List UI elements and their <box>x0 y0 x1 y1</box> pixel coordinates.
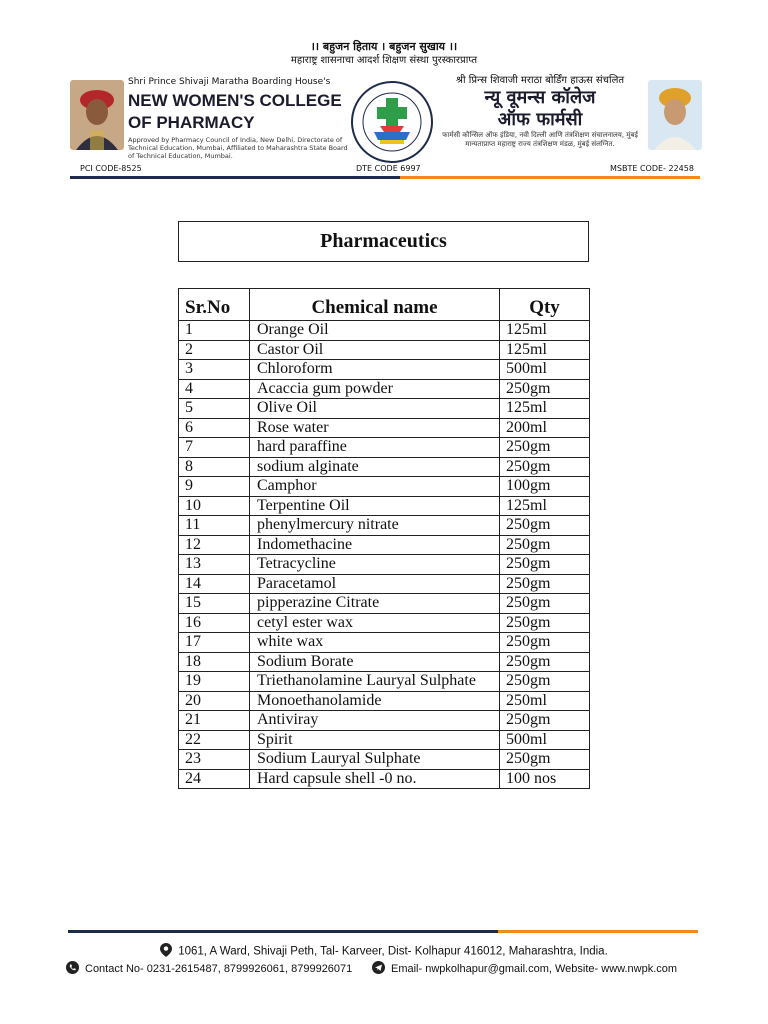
table-row <box>179 516 590 536</box>
chemical-name-cell: phenylmercury nitrate <box>250 516 500 536</box>
qty-cell: 250gm <box>500 535 590 555</box>
chemical-name-cell: Orange Oil <box>250 321 500 341</box>
table-row <box>179 672 590 692</box>
qty-cell: 250gm <box>500 574 590 594</box>
sr-no-cell: 15 <box>179 594 250 614</box>
table-row <box>179 360 590 380</box>
qty-cell: 100gm <box>500 477 590 497</box>
qty-cell: 125ml <box>500 496 590 516</box>
approval-text-en: Approved by Pharmacy Council of India, New Delhi, Directorate of Technical Education, Mumbai, Affiliated to Maharashtra State Board of Technical Education, Mumbai. <box>128 136 348 160</box>
table-row <box>179 652 590 672</box>
founder-portrait-left <box>70 80 124 150</box>
chemical-name-cell: Triethanolamine Lauryal Sulphate <box>250 672 500 692</box>
header-rule-navy <box>70 176 400 179</box>
qty-cell: 100 nos <box>500 769 590 789</box>
address-text: 1061, A Ward, Shivaji Peth, Tal- Karveer, Dist- Kolhapur 416012, Maharashtra, India. <box>178 945 608 958</box>
chemical-name-cell: Sodium Lauryal Sulphate <box>250 750 500 770</box>
qty-cell: 125ml <box>500 340 590 360</box>
chemical-name-cell: Camphor <box>250 477 500 497</box>
table-row <box>179 477 590 497</box>
chemical-name-cell: Terpentine Oil <box>250 496 500 516</box>
sr-no-cell: 14 <box>179 574 250 594</box>
chemical-name-cell: Rose water <box>250 418 500 438</box>
qty-cell: 125ml <box>500 399 590 419</box>
chemical-name-cell: Tetracycline <box>250 555 500 575</box>
qty-cell: 500ml <box>500 730 590 750</box>
sr-no-cell: 23 <box>179 750 250 770</box>
sr-no-cell: 12 <box>179 535 250 555</box>
trust-name-mr: श्री प्रिन्स शिवाजी मराठा बोर्डिंग हाऊस संचलित <box>455 75 625 86</box>
header-rule-orange <box>400 176 700 179</box>
sr-no-cell: 20 <box>179 691 250 711</box>
qty-cell: 250gm <box>500 750 590 770</box>
motto-line-1: ।। बहुजन हिताय । बहुजन सुखाय ।। <box>310 40 458 53</box>
footer-rule-orange <box>498 930 698 933</box>
table-row <box>179 457 590 477</box>
motto-line-2: महाराष्ट्र शासनाचा आदर्श शिक्षण संस्था पुरस्कारप्राप्त <box>290 55 478 66</box>
table-row <box>179 613 590 633</box>
qty-cell: 250gm <box>500 516 590 536</box>
qty-cell: 250gm <box>500 633 590 653</box>
header-chemical-name: Chemical name <box>250 289 500 321</box>
table-row <box>179 418 590 438</box>
table-row <box>179 691 590 711</box>
sr-no-cell: 22 <box>179 730 250 750</box>
table-row <box>179 496 590 516</box>
chemical-name-cell: Castor Oil <box>250 340 500 360</box>
qty-cell: 250gm <box>500 594 590 614</box>
sr-no-cell: 5 <box>179 399 250 419</box>
qty-cell: 250gm <box>500 672 590 692</box>
table-row <box>179 438 590 458</box>
qty-cell: 250gm <box>500 711 590 731</box>
sr-no-cell: 10 <box>179 496 250 516</box>
sr-no-cell: 1 <box>179 321 250 341</box>
chemical-name-cell: Olive Oil <box>250 399 500 419</box>
qty-cell: 125ml <box>500 321 590 341</box>
qty-cell: 250gm <box>500 457 590 477</box>
sr-no-cell: 4 <box>179 379 250 399</box>
send-icon <box>372 961 385 977</box>
phone-icon <box>66 961 79 977</box>
qty-cell: 250gm <box>500 379 590 399</box>
location-pin-icon <box>160 943 172 960</box>
college-name-en-line1: NEW WOMEN'S COLLEGE <box>128 91 342 110</box>
college-name-mr-line2: ऑफ फार्मसी <box>497 109 583 130</box>
sr-no-cell: 3 <box>179 360 250 380</box>
sr-no-cell: 7 <box>179 438 250 458</box>
founder-portrait-right <box>648 80 702 150</box>
chemical-name-cell: Spirit <box>250 730 500 750</box>
approval-text-mr: फार्मसी कौन्सिल ऑफ इंडिया, नवी दिल्ली आणि तंत्रशिक्षण संचालनालय, मुंबई मान्यताप्राप्त महाराष्ट्र राज्य तंत्रशिक्षण मंडळ, मुंबई संलग्नित. <box>442 131 638 148</box>
chemical-name-cell: pipperazine Citrate <box>250 594 500 614</box>
english-college-heading <box>128 76 348 160</box>
sr-no-cell: 6 <box>179 418 250 438</box>
footer-rule-navy <box>68 930 498 933</box>
qty-cell: 500ml <box>500 360 590 380</box>
chemical-name-cell: Indomethacine <box>250 535 500 555</box>
table-row <box>179 321 590 341</box>
qty-cell: 250gm <box>500 438 590 458</box>
chemical-name-cell: Acaccia gum powder <box>250 379 500 399</box>
qty-cell: 250ml <box>500 691 590 711</box>
qty-cell: 250gm <box>500 613 590 633</box>
table-body <box>179 321 590 789</box>
sr-no-cell: 13 <box>179 555 250 575</box>
table-row <box>179 399 590 419</box>
msbte-code: MSBTE CODE- 22458 <box>610 164 694 173</box>
table-row <box>179 594 590 614</box>
header-qty: Qty <box>500 289 590 321</box>
qty-cell: 250gm <box>500 555 590 575</box>
table-row <box>179 769 590 789</box>
chemical-name-cell: Chloroform <box>250 360 500 380</box>
sr-no-cell: 17 <box>179 633 250 653</box>
table-row <box>179 535 590 555</box>
table-row <box>179 555 590 575</box>
qty-cell: 200ml <box>500 418 590 438</box>
chemical-name-cell: cetyl ester wax <box>250 613 500 633</box>
table-row <box>179 750 590 770</box>
table-row <box>179 574 590 594</box>
sr-no-cell: 8 <box>179 457 250 477</box>
dte-code: DTE CODE 6997 <box>356 164 421 173</box>
qty-cell: 250gm <box>500 652 590 672</box>
college-name-mr-line1: न्यू वूमन्स कॉलेज <box>484 87 596 108</box>
trust-name-en: Shri Prince Shivaji Maratha Boarding House's <box>128 77 331 87</box>
sr-no-cell: 16 <box>179 613 250 633</box>
college-name-en-line2: OF PHARMACY <box>128 113 255 132</box>
table-row <box>179 633 590 653</box>
sr-no-cell: 19 <box>179 672 250 692</box>
chemical-name-cell: Hard capsule shell -0 no. <box>250 769 500 789</box>
email-website: Email- nwpkolhapur@gmail.com, Website- www.nwpk.com <box>391 962 678 975</box>
footer-address <box>0 943 768 960</box>
chemical-name-cell: Paracetamol <box>250 574 500 594</box>
sr-no-cell: 2 <box>179 340 250 360</box>
chemical-name-cell: white wax <box>250 633 500 653</box>
page-title: Pharmaceutics <box>178 221 589 262</box>
chemical-name-cell: Monoethanolamide <box>250 691 500 711</box>
sr-no-cell: 21 <box>179 711 250 731</box>
sr-no-cell: 18 <box>179 652 250 672</box>
pci-code: PCI CODE-8525 <box>80 164 142 173</box>
table-header-row <box>179 289 590 321</box>
chemical-name-cell: Sodium Borate <box>250 652 500 672</box>
chemical-name-cell: Antiviray <box>250 711 500 731</box>
chemical-name-cell: sodium alginate <box>250 457 500 477</box>
table-row <box>179 730 590 750</box>
sr-no-cell: 11 <box>179 516 250 536</box>
chemicals-table <box>178 288 590 789</box>
table-row <box>179 711 590 731</box>
college-seal-logo <box>350 80 434 164</box>
contact-numbers: Contact No- 0231-2615487, 8799926061, 8799926071 <box>85 962 353 975</box>
sr-no-cell: 9 <box>179 477 250 497</box>
header-sr-no: Sr.No <box>179 289 250 321</box>
college-motto <box>0 40 768 67</box>
chemical-name-cell: hard paraffine <box>250 438 500 458</box>
table-row <box>179 340 590 360</box>
marathi-college-heading <box>440 74 640 149</box>
table-row <box>179 379 590 399</box>
sr-no-cell: 24 <box>179 769 250 789</box>
